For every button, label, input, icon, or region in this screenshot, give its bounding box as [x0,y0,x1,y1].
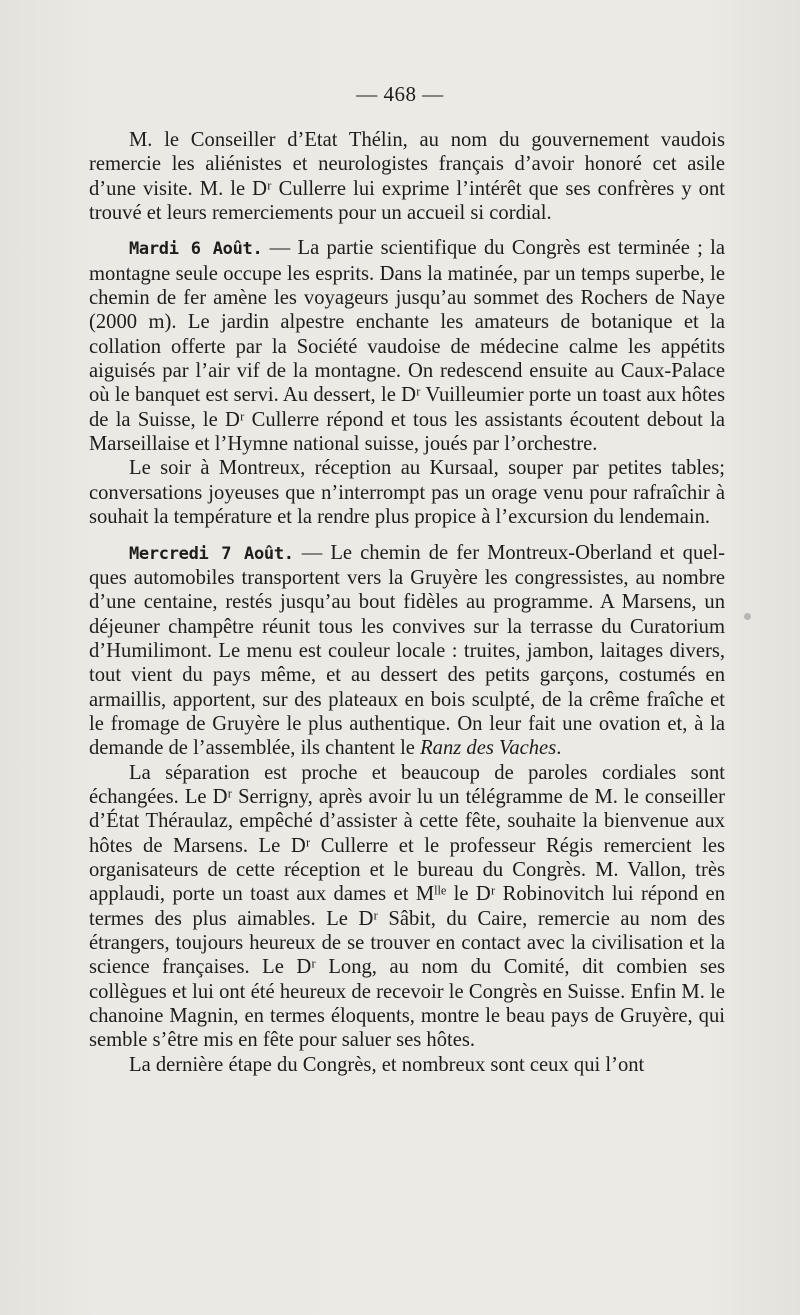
day-heading-mardi: Mardi 6 Août. [129,239,263,260]
body-text [89,128,725,1077]
page-number: — 468 — [356,82,444,106]
day-heading-mercredi: Mercredi 7 Août. [129,543,294,564]
paragraph-mercredi-end: . [556,737,562,760]
paragraph-derniere-etape: La dernière étape du Congrès, et nombreux sont ceux qui l’ont [129,1053,645,1076]
song-title: Ranz des Vaches [420,737,557,760]
paragraph-mardi [89,236,725,456]
paragraph-montreux: Le soir à Montreux, réception au Kursaal, souper par petites tables; conversations joyeuses que n’interrompt pas un orage venu pour rafraîchir à souhait la température et la rendre plus propice à l’excursion du lendemain. [89,457,725,529]
paragraph-mardi-text: — La partie scientifique du Congrès est terminée ; la montagne seule occupe les esprits. Dans la matinée, par un temps superbe, le chemin de fer amène les voyageurs jusqu’au sommet des Rochers de Naye (2000 m). Le jardin alpestre enchante les amateurs de botanique et la collation offerte par la Société vaudoise de médecine calme les appétits aiguisés par l’air vif de la montagne. On redescend ensuite au Caux-Palace où le banquet est servi. Au dessert, le Dʳ Vuilleumier porte un toast aux hôtes de la Suisse, le Dʳ Cullerre répond et tous les assistants écoutent debout la Marseillaise et l’Hymne national suisse, joués par l’orchestre. [89,237,726,456]
paragraph-mercredi [89,541,725,761]
paragraph-mercredi-text: — Le chemin de fer Montreux-Oberland et quelques automobiles transportent vers la Gruyère les congressistes, au nombre d’une centaine, restés jusqu’au bout fidèles au programme. A Marsens, un déjeuner champêtre réunit tous les convives sur la terrasse du Curatorium d’Humilimont. Le menu est couleur locale : truites, jambon, laitages divers, tout vient du pays même, et au dessert des petits garçons, costumés en armaillis, apportent, sur des plateaux en bois sculpté, de la crême fraîche et le fromage de Gruyère le plus authentique. On leur fait une ovation et, à la demande de l’assemblée, ils chantent le [89,541,725,760]
paragraph-separation: La séparation est proche et beaucoup de paroles cordiales sont échangées. Le Dʳ Serrigny, après avoir lu un télégramme de M. le conseiller d’État Théraulaz, empêché d’assister à cette fête, souhaite la bienvenue aux hôtes de Marsens. Le Dʳ Cullerre et le professeur Régis remercient les organisateurs de cette réception et le bureau du Congrès. M. Vallon, très applaudi, porte un toast aux dames et Mˡˡᵉ le Dʳ Robinovitch lui répond en termes des plus aimables. Le Dʳ Sâbit, du Caire, remercie au nom des étrangers, toujours heureux de se trouver en contact avec la civilisation et la science françaises. Le Dʳ Long, au nom du Comité, dit combien ses collègues et lui ont été heureux de recevoir le Congrès en Suisse. Enfin M. le chanoine Magnin, en termes éloquents, montre le beau pays de Gruyère, qui semble s’être mis en fête pour saluer ses hôtes. [89,761,725,1052]
paragraph-thelin: M. le Conseiller d’Etat Thélin, au nom du gouvernement vaudois remercie les aliénistes et neurologistes français d’avoir honoré cet asile d’une visite. M. le Dʳ Cullerre lui exprime l’intérêt que ses confrères y ont trouvé et leurs remerciements pour un accueil si cordial. [89,129,725,225]
page-smudge-mark [744,613,751,620]
